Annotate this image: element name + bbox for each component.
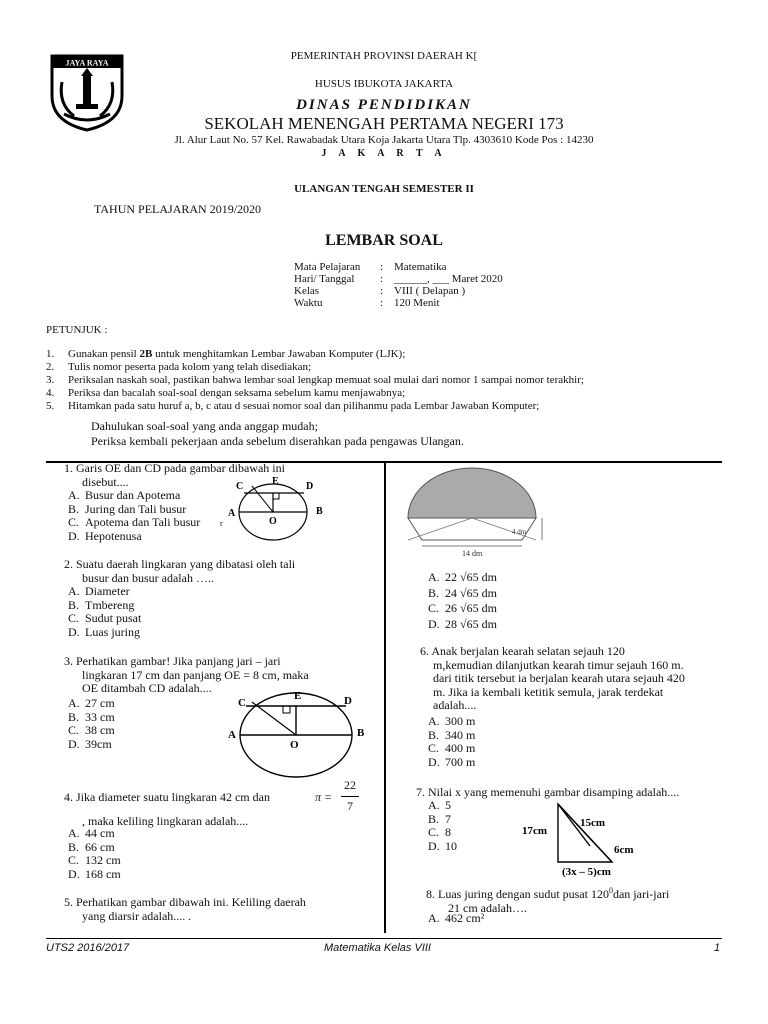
option-a[interactable]: A. Diameter — [68, 584, 130, 598]
pi-symbol: π = — [315, 790, 333, 804]
q6-options — [428, 715, 475, 769]
instructions-list — [46, 348, 584, 413]
q5-options — [428, 571, 497, 631]
option-b[interactable]: B. 24 √65 dm — [428, 585, 497, 600]
header-dept: DINAS PENDIDIKAN — [296, 97, 472, 113]
q1-options — [68, 489, 200, 543]
q7-options — [428, 799, 457, 853]
info-sep: : — [380, 261, 384, 273]
note-line: Periksa kembali pekerjaan anda sebelum diserahkan pada pengawas Ulangan. — [91, 434, 464, 448]
question-stem: 21 cm adalah…. — [448, 900, 527, 915]
question-stem: 2. Suatu daerah lingkaran yang dibatasi oleh tali — [64, 557, 296, 571]
pi-fraction — [315, 779, 375, 817]
info-key: Kelas — [294, 285, 320, 297]
footer-divider — [46, 938, 722, 939]
header-line1: PEMERINTAH PROVINSI DAERAH K[ — [290, 50, 478, 62]
info-key: Waktu — [294, 297, 323, 309]
info-sep: : — [380, 285, 384, 297]
option-c[interactable]: C. Sudut pusat — [68, 611, 142, 625]
info-row — [294, 261, 503, 273]
degree-mark: 0 — [608, 886, 613, 895]
svg-text:r: r — [220, 519, 223, 528]
option-c[interactable]: C. 26 √65 dm — [428, 601, 497, 615]
q1-circle-figure — [220, 476, 330, 552]
question-stem: m,kemudian dilanjutkan kearah timur sejauh 160 m. — [433, 657, 684, 672]
svg-text:C: C — [236, 481, 244, 492]
option-b[interactable]: B. 340 m — [428, 727, 476, 742]
question-stem: OE ditambah CD adalah.... — [82, 681, 212, 695]
fraction-denominator: 7 — [347, 799, 353, 813]
info-row — [294, 285, 503, 297]
svg-text:O: O — [290, 739, 299, 751]
svg-text:14 dm: 14 dm — [462, 549, 483, 558]
svg-text:D: D — [344, 695, 352, 707]
option-a[interactable]: A. 5 — [428, 798, 451, 812]
academic-year: TAHUN PELAJARAN 2019/2020 — [94, 202, 262, 216]
q2-options — [68, 585, 141, 639]
svg-text:E: E — [294, 690, 302, 702]
header-address: Jl. Alur Laut No. 57 Kel. Rawabadak Utara Koja Jakarta Utara Tlp. 4303610 Kode Pos : 14230 — [174, 134, 594, 146]
logo-text: JAYA RAYA — [65, 58, 109, 68]
q3-circle-figure — [226, 688, 376, 788]
info-sep: : — [380, 297, 384, 309]
info-key: Mata Pelajaran — [294, 261, 361, 273]
info-value: 120 Menit — [394, 297, 440, 309]
question-5 — [64, 896, 362, 923]
q7-triangle-figure — [518, 800, 648, 884]
option-d[interactable]: D. Luas juring — [68, 624, 140, 639]
q3-options — [68, 697, 115, 751]
option-a[interactable]: A. 300 m — [428, 714, 476, 728]
notes — [91, 419, 464, 449]
info-value: VIII ( Delapan ) — [394, 285, 466, 297]
svg-text:(3x – 5)cm: (3x – 5)cm — [562, 866, 611, 878]
option-b[interactable]: B. 33 cm — [68, 709, 115, 724]
question-stem: lingkaran 17 cm dan panjang OE = 8 cm, maka — [82, 667, 309, 682]
note-line: Dahulukan soal-soal yang anda anggap mudah; — [91, 419, 318, 433]
instruction-item: 1. Gunakan pensil 2B untuk menghitamkan Lembar Jawaban Komputer (LJK); — [46, 348, 406, 360]
option-d[interactable]: D. 28 √65 dm — [428, 616, 497, 631]
info-key: Hari/ Tanggal — [294, 273, 355, 285]
instruction-item: 5. Hitamkan pada satu huruf a, b, c atau d sesuai nomor soal dan pilihanmu pada Lembar Jawaban Komputer; — [46, 400, 540, 412]
footer-center: Matematika Kelas VIII — [324, 942, 431, 954]
question-stem: 1. Garis OE dan CD pada gambar dibawah ini — [64, 461, 285, 475]
question-stem: 8. Luas juring dengan sudut pusat 120 — [426, 887, 609, 901]
header-line2: HUSUS IBUKOTA JAKARTA — [314, 78, 454, 90]
svg-text:A: A — [228, 729, 236, 741]
q8-options — [428, 912, 484, 926]
instruction-item: 2. Tulis nomor peserta pada kolom yang telah disediakan; — [46, 361, 312, 373]
page-number: 1 — [714, 942, 721, 954]
fraction-numerator: 22 — [344, 778, 356, 792]
option-d[interactable]: D. 168 cm — [68, 866, 121, 881]
option-b[interactable]: B. Tmbereng — [68, 597, 135, 612]
option-b[interactable]: B. 7 — [428, 811, 451, 826]
column-divider — [384, 461, 386, 933]
option-b[interactable]: B. Juring dan Tali busur — [68, 501, 187, 516]
info-value: ______, ___ Maret 2020 — [394, 273, 503, 285]
info-row — [294, 297, 503, 309]
info-sep: : — [380, 273, 384, 285]
svg-text:O: O — [269, 516, 277, 527]
svg-text:B: B — [357, 727, 365, 739]
question-stem: dari titik tersebut ia berjalan kearah utara sejauh 420 — [433, 671, 685, 685]
question-7 — [416, 786, 679, 800]
option-a[interactable]: A. Busur dan Apotema — [68, 488, 181, 502]
option-c[interactable]: C. 8 — [428, 825, 451, 839]
question-stem: m. Jika ia kembali ketitik semula, jarak terdekat — [433, 684, 664, 699]
info-value: Matematika — [394, 261, 447, 273]
option-a[interactable]: A. 27 cm — [68, 696, 115, 710]
question-stem: 5. Perhatikan gambar dibawah ini. Keliling daerah — [64, 895, 306, 909]
option-b[interactable]: B. 66 cm — [68, 839, 115, 854]
option-a[interactable]: A. 22 √65 dm — [428, 570, 497, 584]
q5-semicircle-figure — [404, 466, 552, 562]
header-city: J A K A R T A — [321, 148, 447, 159]
instruction-item: 3. Periksalan naskah soal, pastikan bahwa lembar soal lengkap memuat soal mulai dari nomor 1 sampai nomor terakhir; — [46, 374, 584, 386]
svg-text:C: C — [238, 697, 246, 709]
option-a[interactable]: A. 44 cm — [68, 826, 115, 840]
instructions-label: PETUNJUK : — [46, 324, 108, 336]
header-school: SEKOLAH MENENGAH PERTAMA NEGERI 173 — [204, 114, 564, 133]
instruction-item: 4. Periksa dan bacalah soal-soal dengan seksama sebelum kamu menjawabnya; — [46, 387, 406, 399]
exam-title: ULANGAN TENGAH SEMESTER II — [294, 183, 474, 195]
svg-text:A: A — [228, 508, 236, 519]
info-row — [294, 273, 503, 285]
option-d[interactable]: D. 39cm — [68, 736, 112, 751]
svg-text:B: B — [316, 506, 323, 517]
question-6 — [420, 645, 724, 713]
option-d[interactable]: D. 10 — [428, 838, 457, 853]
sheet-title: LEMBAR SOAL — [325, 232, 443, 249]
svg-text:15cm: 15cm — [580, 817, 606, 829]
svg-text:E: E — [272, 476, 279, 487]
exam-info — [294, 261, 503, 309]
option-c[interactable]: C. 38 cm — [68, 723, 115, 737]
svg-text:6cm: 6cm — [614, 844, 634, 856]
question-stem: busur dan busur adalah ….. — [82, 570, 214, 585]
footer-left: UTS2 2016/2017 — [46, 942, 130, 954]
question-stem: 4. Jika diameter suatu lingkaran 42 cm dan — [64, 790, 270, 804]
question-stem: yang diarsir adalah.... . — [82, 908, 192, 923]
fraction-bar — [341, 796, 359, 797]
option-a[interactable]: A. 462 cm² — [428, 911, 485, 925]
question-stem: , maka keliling lingkaran adalah.... — [82, 814, 249, 828]
question-stem: dan jari-jari — [612, 887, 670, 901]
svg-text:4 dm: 4 dm — [512, 528, 527, 536]
question-stem: adalah.... — [433, 698, 477, 712]
question-stem: 3. Perhatikan gambar! Jika panjang jari – jari — [64, 654, 281, 668]
question-stem: disebut.... — [82, 474, 129, 489]
question-stem: 7. Nilai x yang memenuhi gambar disamping adalah.... — [416, 785, 680, 799]
option-d[interactable]: D. 700 m — [428, 754, 476, 769]
option-c[interactable]: C. Apotema dan Tali busur — [68, 515, 201, 529]
q4-options — [68, 827, 121, 881]
option-d[interactable]: D. Hepotenusa — [68, 528, 142, 543]
question-stem: 6. Anak berjalan kearah selatan sejauh 120 — [420, 644, 625, 658]
option-c[interactable]: C. 132 cm — [68, 853, 121, 867]
option-c[interactable]: C. 400 m — [428, 741, 476, 755]
svg-text:D: D — [306, 481, 314, 492]
question-2 — [64, 558, 362, 585]
svg-text:17cm: 17cm — [522, 825, 548, 837]
